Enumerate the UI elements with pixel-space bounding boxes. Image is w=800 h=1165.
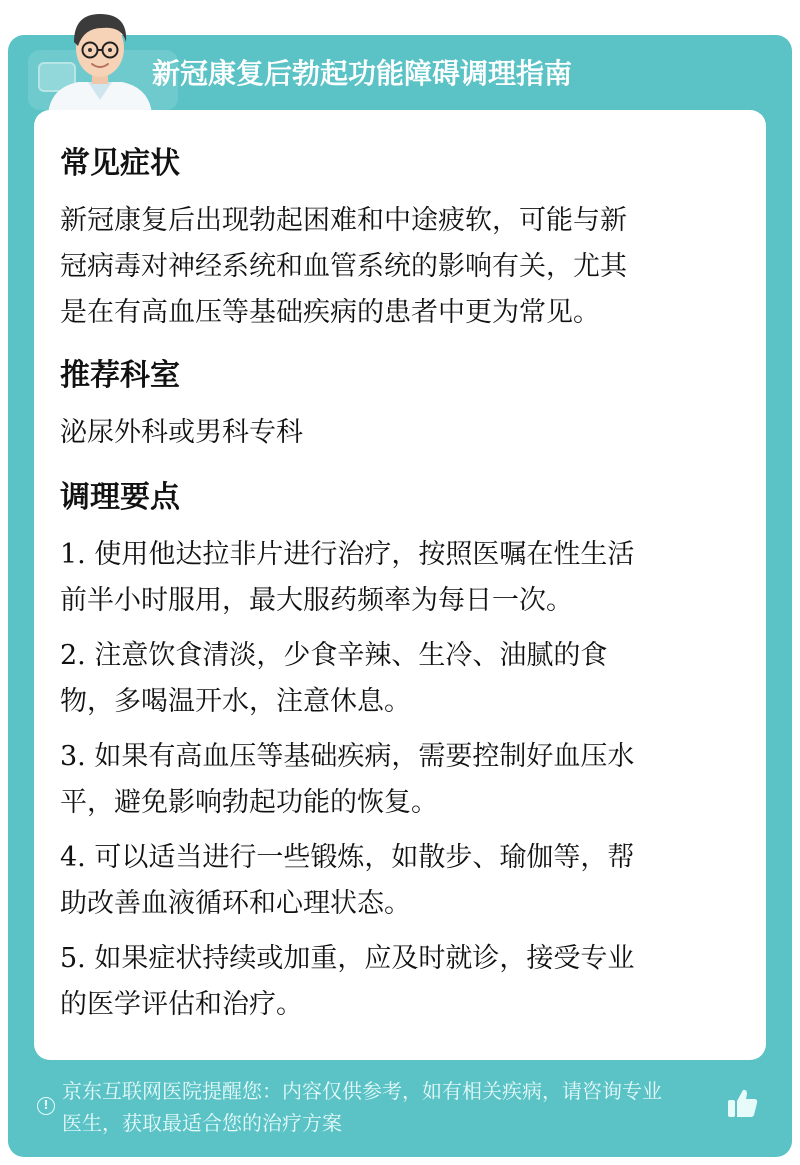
care-item-line: 注意饮食清淡，少食辛辣、生冷、油腻的食 (94, 640, 608, 671)
care-item (60, 835, 740, 927)
department-text (60, 410, 740, 456)
care-item-line: 如果症状持续或加重，应及时就诊，接受专业 (94, 943, 635, 974)
symptoms-line: 是在有高血压等基础疾病的患者中更为常见。 (60, 297, 600, 328)
symptoms-text (60, 198, 740, 336)
care-item-number: 5. (60, 943, 86, 974)
care-item-line: 平，避免影响勃起功能的恢复。 (60, 787, 438, 818)
care-item (60, 532, 740, 624)
care-item (60, 936, 740, 1028)
care-item-line: 助改善血液循环和心理状态。 (60, 888, 411, 919)
thumbs-up-icon[interactable] (726, 1086, 760, 1120)
care-item-number: 4. (60, 842, 86, 873)
page-title: 新冠康复后勃起功能障碍调理指南 (152, 57, 573, 90)
care-item-number: 1. (60, 539, 86, 570)
disclaimer-footer (62, 1075, 732, 1139)
department-heading: 推荐科室 (60, 358, 180, 393)
care-heading: 调理要点 (60, 480, 180, 515)
care-item-line: 可以适当进行一些锻炼，如散步、瑜伽等，帮 (94, 842, 635, 873)
symptoms-line: 冠病毒对神经系统和血管系统的影响有关，尤其 (60, 251, 627, 282)
doctor-avatar (40, 0, 160, 115)
care-item (60, 633, 740, 725)
info-icon: ! (37, 1097, 55, 1115)
disclaimer-line: 医生，获取最适合您的治疗方案 (62, 1111, 342, 1135)
symptoms-line: 新冠康复后出现勃起困难和中途疲软，可能与新 (60, 205, 627, 236)
care-item-line: 如果有高血压等基础疾病，需要控制好血压水 (94, 741, 635, 772)
symptoms-heading: 常见症状 (60, 146, 180, 181)
care-item-line: 物，多喝温开水，注意休息。 (60, 686, 411, 717)
care-item-line: 前半小时服用，最大服药频率为每日一次。 (60, 585, 573, 616)
disclaimer-line: 京东互联网医院提醒您：内容仅供参考，如有相关疾病，请咨询专业 (62, 1079, 662, 1103)
care-item-line: 的医学评估和治疗。 (60, 989, 303, 1020)
care-item-line: 使用他达拉非片进行治疗，按照医嘱在性生活 (94, 539, 635, 570)
department-line: 泌尿外科或男科专科 (60, 417, 303, 448)
care-item-number: 3. (60, 741, 86, 772)
care-item (60, 734, 740, 826)
care-item-number: 2. (60, 640, 86, 671)
content-card (34, 110, 766, 1060)
